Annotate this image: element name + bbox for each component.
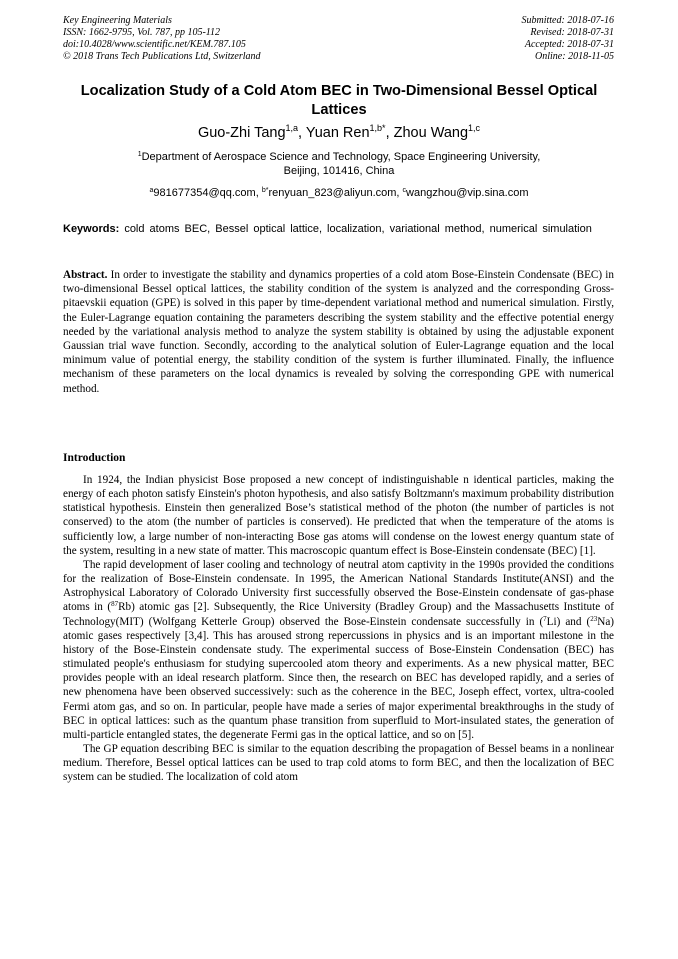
email-mark: a xyxy=(149,187,154,194)
submitted-date: Submitted: 2018-07-16 xyxy=(521,15,614,26)
affiliation xyxy=(63,150,615,178)
online-date: Online: 2018-11-05 xyxy=(535,51,614,62)
publication-dates xyxy=(522,15,615,63)
affiliation-mark: 1 xyxy=(137,151,142,158)
issn-line: ISSN: 1662-9795, Vol. 787, pp 105-112 xyxy=(63,27,221,38)
email-link: 981677354@qq.com xyxy=(153,187,256,199)
paper-title: Localization Study of a Cold Atom BEC in Two-Dimensional Bessel Optical Lattices xyxy=(80,83,598,118)
author-emails: $^a$981677354@qq.com, $^{b*}$renyuan_823@aliyun.com, $^c$wangzhou@vip.sina.com xyxy=(149,187,529,199)
intro-paragraph-2: The rapid development of laser cooling and technology of neutral atom captivity in the 1990s provided the conditions for the realization of Bose-Einstein condensate. In 1995, the American National Standards Institute(ANSI) and the Astrophysical Laboratory of Colorado University first successfully observed the Bose-Einstein condensate of gas-phase atoms in ($^{87}$Rb) atomic gas [2]. Subsequently, the Rice University (Bradley Group) and the Massachusetts Institute of Technology(MIT) (Wolfgang Ketterle Group) observed the Bose-Einstein condensate successfully in ($^7$Li) and ($^{23}$Na) atomic gases respectively [3,4]. This has aroused strong repercussions in physics and is an important milestone in the history of the Bose-Einstein condensate study. The experimental success of Bose-Einstein Condensation (BEC) has stimulated people's enthusiasm for studying supercooled atom theory and experiments. As a new physical matter, BEC provides people with an ideal research platform. Since then, the research on BEC has developed rapidly, and a series of new phenomena have been observed successively: such as the coherence in the BEC, Joseph effect, vortex, ultra-cooled Fermi atom gas, and so on. In particular, people have made a series of major experimental breakthroughs in the study of BEC in optical lattices: such as the quantum phase transition from superfluid to Mort-insulated states, the generation of multi-particle entangled states, the degenerate Fermi gas in the optical lattice, and so on [5]. xyxy=(63,558,615,741)
intro-paragraph-1: In 1924, the Indian physicist Bose proposed a new concept of indistinguishable n identical particles, making the energy of each photon satisfy Einstein's photon hypothesis, and also satisfy Boltzmann's maximum probability distribution statistical hypothesis. Einstein then generalized Bose’s statistical method of the photon (the number of particles is not conserved) to the atom (the number of particles is conserved). He predicted that when the temperature of the atoms is sufficiently low, a large number of non-interacting Bose gas atoms will condense on the lowest energy quantum state of the system, resulting in a new state of matter. This macroscopic quantum effect is Bose-Einstein condensate (BEC) [1]. xyxy=(63,474,614,557)
copyright-line: © 2018 Trans Tech Publications Ltd, Switzerland xyxy=(63,51,261,62)
isotope-mark: 7 xyxy=(543,614,547,623)
email-link: renyuan_823@aliyun.com xyxy=(268,187,397,199)
email-mark: b* xyxy=(261,187,269,194)
email-mark: c xyxy=(402,187,407,194)
author-name: Guo-Zhi Tang xyxy=(197,125,286,141)
affiliation-line-1: Department of Aerospace Science and Technology, Space Engineering University, xyxy=(141,151,541,163)
abstract xyxy=(63,268,614,396)
section-heading-introduction: Introduction xyxy=(63,452,126,464)
author-affil-mark: 1,a xyxy=(285,123,299,133)
intro-paragraph-3: The GP equation describing BEC is similar to the equation describing the propagation of Bessel beams in a nonlinear medium. Therefore, Bessel optical lattices can be used to trap cold atoms to form BEC, and then the localization of BEC system can be studied. The localization of cold atom xyxy=(63,742,614,784)
author-affil-mark: 1,b* xyxy=(369,123,386,133)
author-name: Yuan Ren xyxy=(305,125,370,141)
email-link: wangzhou@vip.sina.com xyxy=(406,187,529,199)
author-name: Zhou Wang xyxy=(393,125,469,141)
revised-date: Revised: 2018-07-31 xyxy=(530,27,614,38)
journal-info xyxy=(63,15,261,63)
keywords-label: Keywords: xyxy=(63,223,120,235)
isotope-mark: 87 xyxy=(111,600,119,609)
author-list: Guo-Zhi Tang$^{1,a}$, Yuan Ren$^{1,b*}$, Zhou Wang$^{1,c}$ xyxy=(197,123,481,141)
accepted-date: Accepted: 2018-07-31 xyxy=(524,39,614,50)
introduction-body xyxy=(63,473,614,784)
abstract-label: Abstract. xyxy=(63,269,108,281)
keywords-text: cold atoms BEC, Bessel optical lattice, localization, variational method, numerical simulation xyxy=(124,223,592,235)
abstract-text: In order to investigate the stability and dynamics properties of a cold atom Bose-Einstein Condensate (BEC) in two-dimensional Bessel optical lattices, the stability condition of the system is analyzed and the corresponding Gross-pitaevskii equation (GPE) is solved in this paper by time-dependent variational method and numerical simulation. Firstly, the Euler-Lagrange equation containing the parameters describing the system stability and the effective potential energy needed by the variational analysis method to analyze the system stability is obtained by using the adjustable exponent Gaussian trial wave function. Secondly, according to the analytical solution of Euler-Lagrange equation and the local minimum value of potential energy, the stability condition of the system is further illuminated. Finally, the influence mechanism of these parameters on the local dynamics is revealed by solving the corresponding GPE with numerical method. xyxy=(63,269,615,395)
journal-name: Key Engineering Materials xyxy=(63,15,172,26)
affiliation-line-2: Beijing, 101416, China xyxy=(283,165,395,177)
author-affil-mark: 1,c xyxy=(468,123,481,133)
isotope-mark: 23 xyxy=(590,614,598,623)
doi-line: doi:10.4028/www.scientific.net/KEM.787.105 xyxy=(63,39,246,50)
keywords xyxy=(63,222,614,236)
